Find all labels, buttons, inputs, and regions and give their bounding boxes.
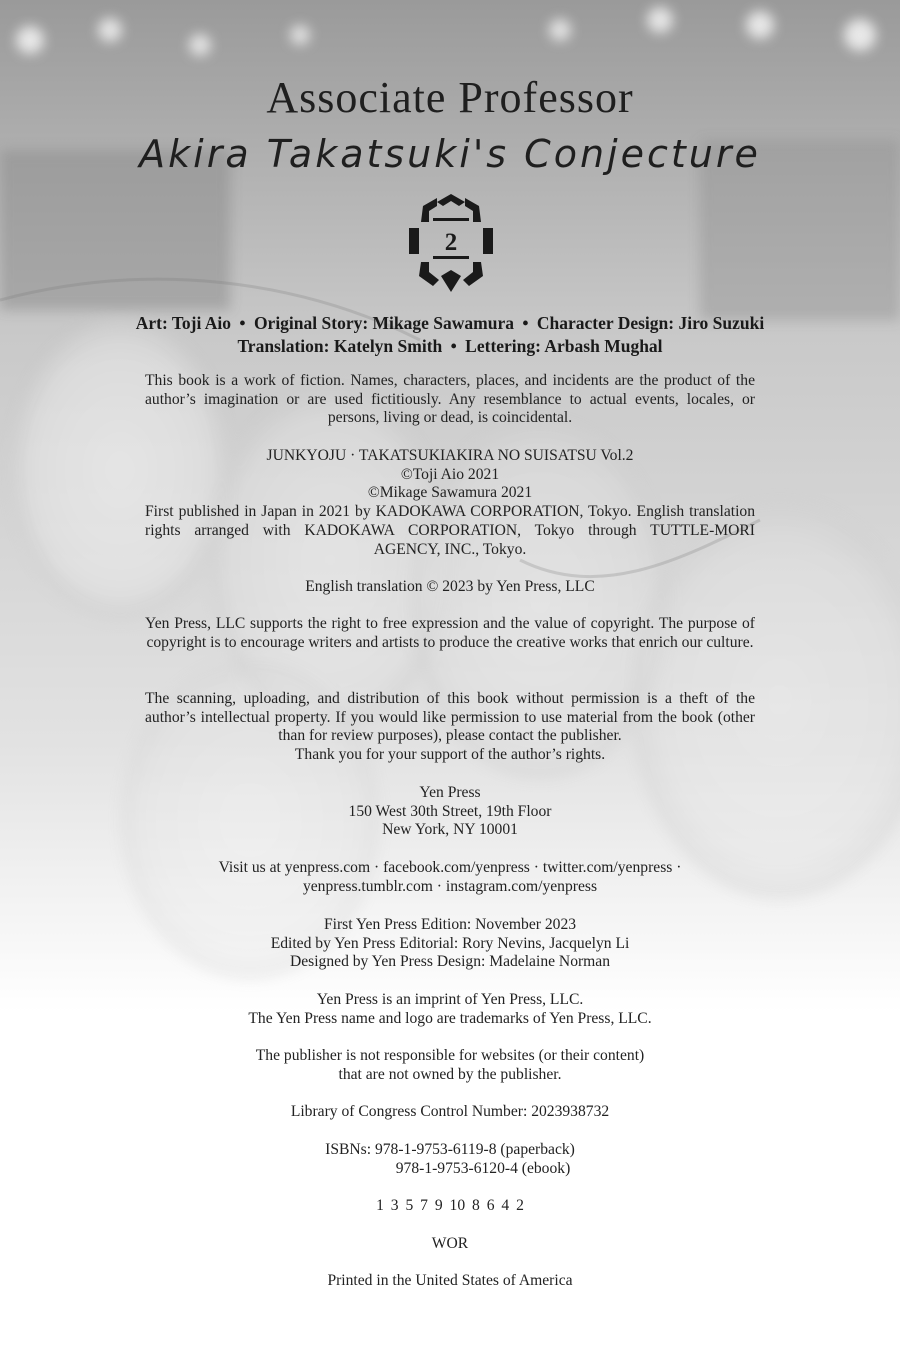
first-edition: First Yen Press Edition: November 2023 [323,916,577,933]
lettering-credit: Lettering: Arbash Mughal [465,336,663,356]
scanning-notice-block [145,690,755,765]
lccn: Library of Congress Control Number: 2023938732 [290,1103,610,1120]
designed-by: Designed by Yen Press Design: Madelaine Norman [289,953,611,971]
edited-by: Edited by Yen Press Editorial: Rory Nevins, Jacquelyn Li [270,934,630,952]
translation-copyright: English translation © 2023 by Yen Press, LLC [305,578,595,595]
website-disclaimer [145,1047,755,1084]
links-line-1: Visit us at yenpress.com · facebook.com/yenpress · twitter.com/yenpress · [218,859,682,876]
isbn-ebook: 978-1-9753-6120-4 (ebook) [395,1159,571,1177]
publisher-address [145,784,755,840]
edition-info [145,916,755,972]
story-credit: Original Story: Mikage Sawamura [253,313,514,333]
imprint-line-1: Yen Press is an imprint of Yen Press, LLC. [316,991,584,1008]
separator: • [450,336,457,356]
disclaimer-line-2: that are not owned by the publisher. [338,1065,562,1083]
printer-code: WOR [431,1235,469,1252]
disclaimer-line-1: The publisher is not responsible for websites (or their content) [255,1047,645,1064]
scanning-notice: The scanning, uploading, and distribution of this book without permission is a theft of the author’s intellectual property. If you would like permission to use material from the book (other than for review purposes), please contact the publisher. [145,690,755,745]
separator: • [522,313,529,333]
credits [0,312,900,358]
book-subtitle: Akira Takatsuki's Conjecture [139,132,761,176]
links-line-2: yenpress.tumblr.com · instagram.com/yenpress [302,877,598,895]
character-design-credit: Character Design: Jiro Suzuki [536,313,765,333]
credits-line-2 [0,335,900,358]
fiction-notice: This book is a work of fiction. Names, characters, places, and incidents are the product of the author’s imagination or are used fictitiously. Any resemblance to actual events, locales, or persons, living or dead, is coincidental. [145,372,755,427]
translation-credit: Translation: Katelyn Smith [237,336,443,356]
imprint-line-2: The Yen Press name and logo are trademarks of Yen Press, LLC. [248,1009,652,1027]
original-publication [145,447,755,559]
credits-line-1 [0,312,900,335]
original-title: JUNKYOJU · TAKATSUKIAKIRA NO SUISATSU Vol.2 [266,447,634,464]
thanks-line: Thank you for your support of the author’s rights. [294,746,606,764]
isbn-info [145,1141,755,1178]
art-credit: Art: Toji Aio [135,313,232,333]
printed-in: Printed in the United States of America [327,1272,573,1289]
print-line: 1 3 5 7 9 10 8 6 4 2 [376,1197,524,1214]
artist-copyright: ©Toji Aio 2021 [400,465,500,483]
publisher-name: Yen Press [419,784,481,801]
separator: • [239,313,246,333]
author-copyright: ©Mikage Sawamura 2021 [367,484,533,502]
imprint-info [145,991,755,1028]
publisher-street: 150 West 30th Street, 19th Floor [348,802,552,820]
book-title: Associate Professor [266,73,634,122]
copyright-support-notice: Yen Press, LLC supports the right to free expression and the value of copyright. The purpose of copyright is to encourage writers and artists to produce the creative works that enrich our culture. [145,615,755,651]
publication-info: First published in Japan in 2021 by KADOKAWA CORPORATION, Tokyo. English translation rights arranged with KADOKAWA CORPORATION, Tokyo through TUTTLE-MORI AGENCY, INC., Tokyo. [145,503,755,558]
volume-number: 2 [444,229,458,256]
isbn-paperback: ISBNs: 978-1-9753-6119-8 (paperback) [325,1141,575,1158]
web-links [145,859,755,896]
publisher-city: New York, NY 10001 [382,821,518,839]
